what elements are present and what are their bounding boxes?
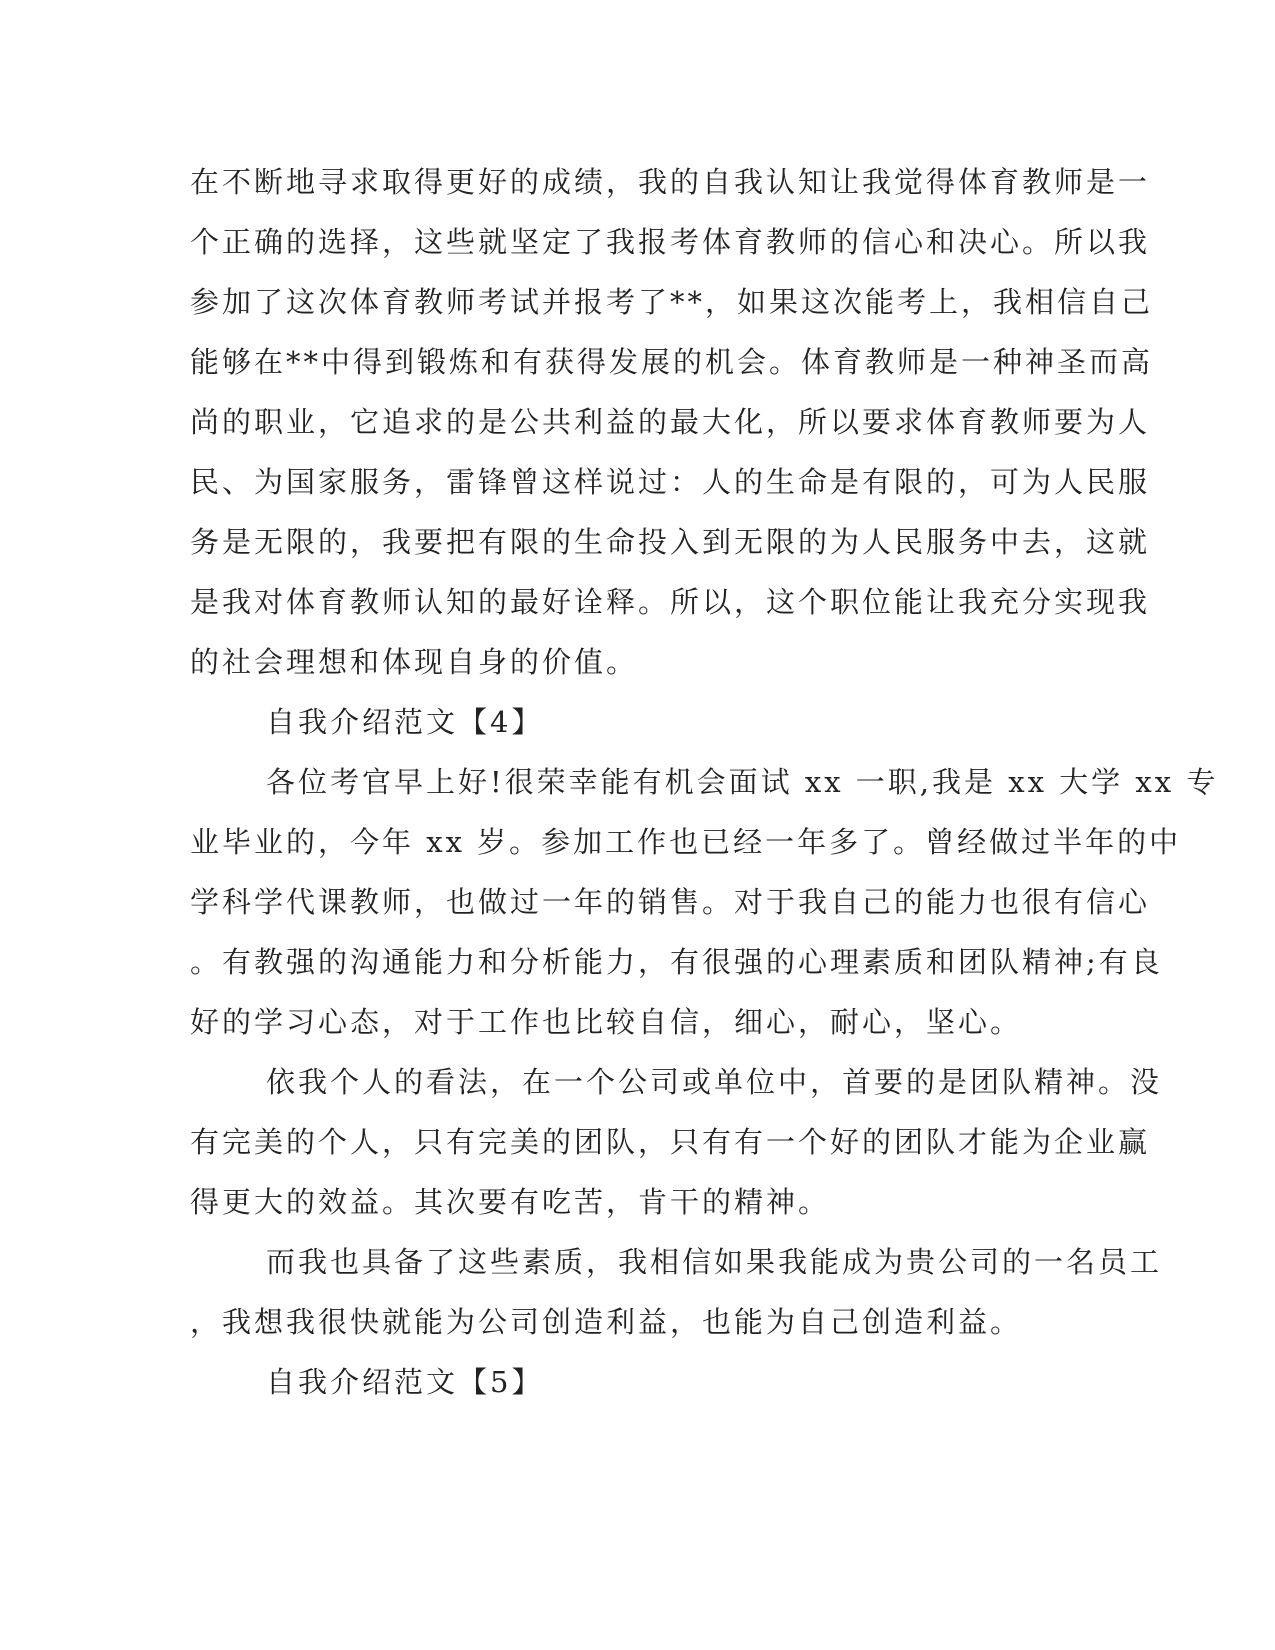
paragraph-line: 。有教强的沟通能力和分析能力，有很强的心理素质和团队精神;有良 bbox=[190, 945, 1163, 979]
paragraph-line: 能够在**中得到锻炼和有获得发展的机会。体育教师是一种神圣而高 bbox=[190, 345, 1154, 379]
paragraph-line: 的社会理想和体现自身的价值。 bbox=[190, 645, 639, 679]
paragraph-line: 有完美的个人，只有完美的团队，只有有一个好的团队才能为企业赢 bbox=[190, 1125, 1151, 1159]
paragraph-line: 个正确的选择，这些就坚定了我报考体育教师的信心和决心。所以我 bbox=[190, 225, 1151, 259]
paragraph-line: 尚的职业，它追求的是公共利益的最大化，所以要求体育教师要为人 bbox=[190, 405, 1151, 439]
paragraph-line: 务是无限的，我要把有限的生命投入到无限的为人民服务中去，这就 bbox=[190, 525, 1151, 559]
paragraph-line: 业毕业的，今年 xx 岁。参加工作也已经一年多了。曾经做过半年的中 bbox=[190, 825, 1182, 859]
paragraph-line: 各位考官早上好!很荣幸能有机会面试 xx 一职,我是 xx 大学 xx 专 bbox=[266, 765, 1219, 799]
paragraph-line: 在不断地寻求取得更好的成绩，我的自我认知让我觉得体育教师是一 bbox=[190, 165, 1151, 199]
paragraph-line: 好的学习心态，对于工作也比较自信，细心，耐心，坚心。 bbox=[190, 1005, 1023, 1039]
paragraph-line: 学科学代课教师，也做过一年的销售。对于我自己的能力也很有信心 bbox=[190, 885, 1151, 919]
section-heading: 自我介绍范文【5】 bbox=[266, 1365, 544, 1399]
paragraph-line: 参加了这次体育教师考试并报考了**，如果这次能考上，我相信自己 bbox=[190, 285, 1154, 319]
paragraph-line: 而我也具备了这些素质，我相信如果我能成为贵公司的一名员工 bbox=[266, 1245, 1163, 1279]
paragraph-line: ，我想我很快就能为公司创造利益，也能为自己创造利益。 bbox=[190, 1305, 1023, 1339]
paragraph-line: 是我对体育教师认知的最好诠释。所以，这个职位能让我充分实现我 bbox=[190, 585, 1151, 619]
paragraph-line: 民、为国家服务，雷锋曾这样说过：人的生命是有限的，可为人民服 bbox=[190, 465, 1151, 499]
paragraph-line: 依我个人的看法，在一个公司或单位中，首要的是团队精神。没 bbox=[266, 1065, 1163, 1099]
paragraph-line: 得更大的效益。其次要有吃苦，肯干的精神。 bbox=[190, 1185, 831, 1219]
section-heading: 自我介绍范文【4】 bbox=[266, 705, 544, 739]
